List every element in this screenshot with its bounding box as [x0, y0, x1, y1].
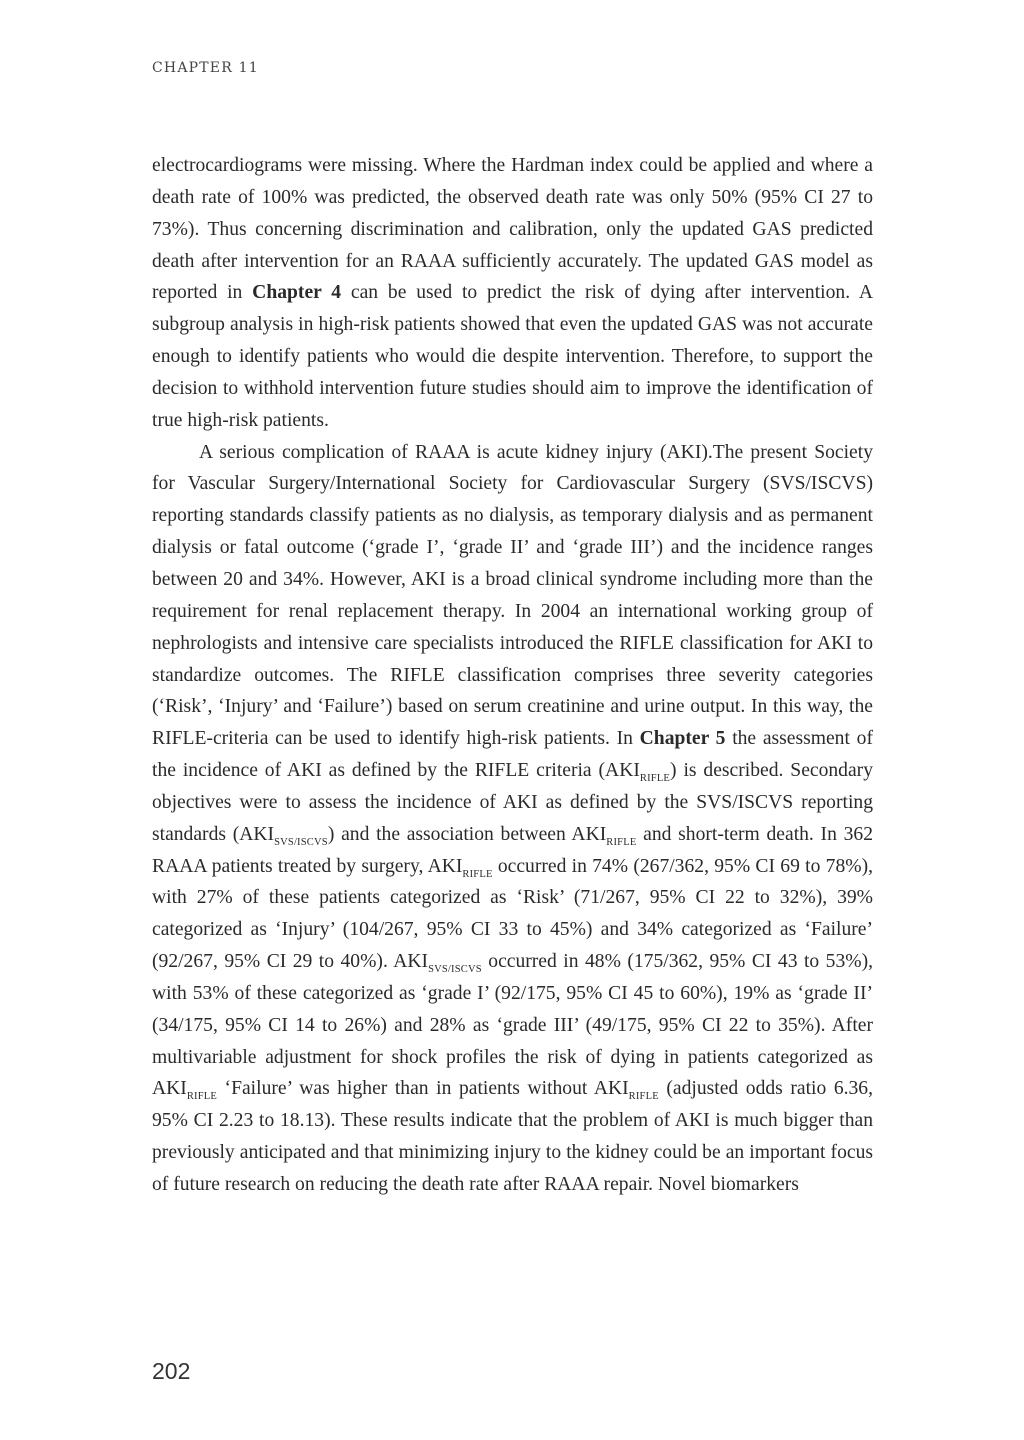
text-run: ) and the association between AKI: [327, 823, 607, 845]
paragraph-2: [152, 437, 873, 1201]
subscript: RIFLE: [628, 1091, 659, 1103]
subscript: RIFLE: [606, 836, 637, 848]
text-run: and short-term death. In 362 RAAA patients treated by surgery, AKI: [152, 823, 873, 877]
text-run: occurred in 48% (175/362, 95% CI 43 to 53%), with 53% of these categorized as ‘grade I’ (92/175, 95% CI 45 to 60%), 19% as ‘grade II’ (34/175, 95% CI 14 to 26%) and 28% as ‘grade III’ (49/175, 95% CI 22 to 35%). After multivariable adjustment for shock profiles the risk of dying in patients categorized as AKI: [152, 951, 873, 1100]
chapter-reference: Chapter 5: [639, 728, 726, 750]
subscript: SVS/ISCVS: [428, 964, 482, 976]
subscript: RIFLE: [462, 868, 493, 880]
text-run: can be used to predict the risk of dying after intervention. A subgroup analysis in high-risk patients showed that even the updated GAS was not accurate enough to identify patients who would die despite intervention. Therefore, to support the decision to withhold intervention future studies should aim to improve the identification of true high-risk patients.: [152, 282, 873, 431]
text-run: the assessment of the incidence of AKI as defined by the RIFLE criteria (AKI: [152, 728, 873, 782]
body-text: [152, 150, 873, 1201]
text-run: A serious complication of RAAA is acute kidney injury (AKI).The present Society for Vascular Surgery/International Society for Cardiovascular Surgery (SVS/ISCVS) reporting standards classify patients as no dialysis, as temporary dialysis and as permanent dialysis or fatal outcome (‘grade I’, ‘grade II’ and ‘grade III’) and the incidence ranges between 20 and 34%. However, AKI is a broad clinical syndrome including more than the requirement for renal replacement therapy. In 2004 an international working group of nephrologists and intensive care specialists introduced the RIFLE classification for AKI to standardize outcomes. The RIFLE classification comprises three severity categories (‘Risk’, ‘Injury’ and ‘Failure’) based on serum creatinine and urine output. In this way, the RIFLE-criteria can be used to identify high-risk patients. In: [152, 441, 873, 750]
text-run: electrocardiograms were missing. Where the Hardman index could be applied and where a death rate of 100% was predicted, the observed death rate was only 50% (95% CI 27 to 73%). Thus concerning discrimination and calibration, only the updated GAS predicted death after intervention for an RAAA sufficiently accurately. The updated GAS model as reported in: [152, 155, 873, 304]
running-head: CHAPTER 11: [152, 60, 259, 76]
paragraph-1: [152, 150, 873, 437]
subscript: RIFLE: [186, 1091, 217, 1103]
text-run: (adjusted odds ratio 6.36, 95% CI 2.23 to 18.13). These results indicate that the problem of AKI is much bigger than previously anticipated and that minimizing injury to the kidney could be an important focus of future research on reducing the death rate after RAAA repair. Novel biomarkers: [152, 1078, 874, 1195]
chapter-reference: Chapter 4: [252, 282, 342, 304]
subscript: RIFLE: [639, 773, 671, 785]
text-run: ‘Failure’ was higher than in patients without AKI: [217, 1078, 629, 1100]
subscript: SVS/ISCVS: [274, 836, 328, 848]
text-run: ) is described. Secondary objectives were to assess the incidence of AKI as defined by the SVS/ISCVS reporting standards (AKI: [152, 760, 873, 845]
text-run: occurred in 74% (267/362, 95% CI 69 to 78%), with 27% of these patients categorized as ‘Risk’ (71/267, 95% CI 22 to 32%), 39% categorized as ‘Injury’ (104/267, 95% CI 33 to 45%) and 34% categorized as ‘Failure’ (92/267, 95% CI 29 to 40%). AKI: [152, 855, 873, 973]
page-number: 202: [152, 1358, 191, 1384]
